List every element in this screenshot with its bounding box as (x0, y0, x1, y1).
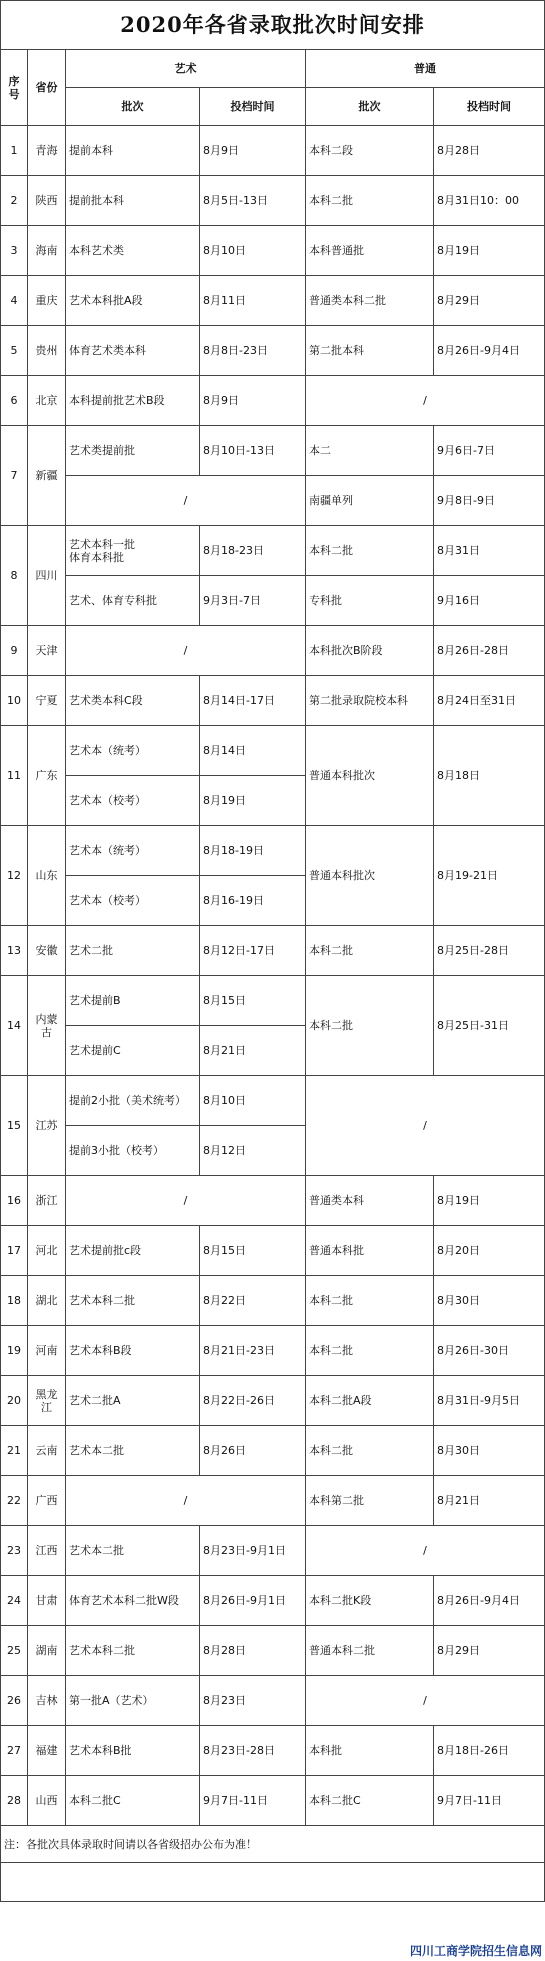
general-time-cell: 8月24日至31日 (434, 676, 545, 726)
seq-cell: 19 (1, 1326, 28, 1376)
general-time-cell: 8月20日 (434, 1226, 545, 1276)
header-row-1 (1, 50, 545, 88)
table-row (1, 1626, 545, 1676)
seq-cell: 1 (1, 126, 28, 176)
art-batch-cell: 本科提前批艺术B段 (66, 376, 200, 426)
art-batch-cell: 艺术本（校考） (66, 876, 200, 926)
general-batch-cell: 普通本科批次 (306, 826, 434, 926)
table-row (1, 1226, 545, 1276)
general-batch-cell: 普通本科批 (306, 1226, 434, 1276)
seq-cell: 10 (1, 676, 28, 726)
province-cell: 福建 (28, 1726, 66, 1776)
blank-row (1, 1863, 545, 1902)
seq-cell: 4 (1, 276, 28, 326)
art-time-header: 投档时间 (200, 88, 306, 126)
general-time-cell: 8月30日 (434, 1276, 545, 1326)
general-time-cell: 8月29日 (434, 1626, 545, 1676)
general-batch-cell: 本科二批 (306, 976, 434, 1076)
art-batch-cell: 艺术提前C (66, 1026, 200, 1076)
province-cell: 广东 (28, 726, 66, 826)
table-row (1, 326, 545, 376)
general-time-cell: 8月26日-9月4日 (434, 1576, 545, 1626)
general-time-cell: 8月25日-28日 (434, 926, 545, 976)
seq-cell: 16 (1, 1176, 28, 1226)
general-time-cell: 8月31日-9月5日 (434, 1376, 545, 1426)
seq-header: 序 号 (1, 50, 28, 126)
art-batch-cell: 艺术类提前批 (66, 426, 200, 476)
province-cell: 吉林 (28, 1676, 66, 1726)
province-cell: 云南 (28, 1426, 66, 1476)
art-time-cell: 9月7日-11日 (200, 1776, 306, 1826)
seq-cell: 23 (1, 1526, 28, 1576)
art-batch-cell: 本科艺术类 (66, 226, 200, 276)
art-time-cell: 8月10日-13日 (200, 426, 306, 476)
general-time-cell: 8月26日-30日 (434, 1326, 545, 1376)
province-cell: 海南 (28, 226, 66, 276)
art-time-cell: 8月23日-9月1日 (200, 1526, 306, 1576)
art-batch-cell: 艺术本（统考） (66, 726, 200, 776)
art-time-cell: 8月26日-9月1日 (200, 1576, 306, 1626)
art-batch-cell: 艺术二批 (66, 926, 200, 976)
art-batch-header: 批次 (66, 88, 200, 126)
general-batch-cell: 普通类本科二批 (306, 276, 434, 326)
art-time-cell: 8月21日 (200, 1026, 306, 1076)
general-time-cell: 9月8日-9日 (434, 476, 545, 526)
table-row (1, 1576, 545, 1626)
art-time-cell: 8月14日 (200, 726, 306, 776)
general-batch-cell: 本科二批 (306, 176, 434, 226)
art-time-cell: 8月19日 (200, 776, 306, 826)
table-row (1, 376, 545, 426)
table-row (1, 826, 545, 876)
general-batch-cell: 本科二批 (306, 1326, 434, 1376)
seq-cell: 12 (1, 826, 28, 926)
province-cell: 宁夏 (28, 676, 66, 726)
general-time-cell: 8月26日-28日 (434, 626, 545, 676)
art-empty-cell: / (66, 1476, 306, 1526)
art-batch-cell: 本科二批C (66, 1776, 200, 1826)
art-empty-cell: / (66, 476, 306, 526)
province-cell: 江西 (28, 1526, 66, 1576)
general-batch-cell: 本科二批 (306, 926, 434, 976)
art-time-cell: 8月10日 (200, 1076, 306, 1126)
title-row (1, 1, 545, 50)
art-time-cell: 8月14日-17日 (200, 676, 306, 726)
art-time-cell: 8月8日-23日 (200, 326, 306, 376)
seq-cell: 7 (1, 426, 28, 526)
table-row (1, 176, 545, 226)
art-batch-cell: 艺术本科二批 (66, 1276, 200, 1326)
table-row (1, 1176, 545, 1226)
general-batch-cell: 本科第二批 (306, 1476, 434, 1526)
art-batch-cell: 艺术本科一批 体育本科批 (66, 526, 200, 576)
seq-cell: 5 (1, 326, 28, 376)
general-batch-cell: 普通类本科 (306, 1176, 434, 1226)
general-empty-cell: / (306, 1076, 545, 1176)
general-batch-cell: 本科批次B阶段 (306, 626, 434, 676)
table-row (1, 1426, 545, 1476)
province-cell: 重庆 (28, 276, 66, 326)
table-row (1, 976, 545, 1026)
general-batch-cell: 本二 (306, 426, 434, 476)
general-time-header: 投档时间 (434, 88, 545, 126)
seq-cell: 27 (1, 1726, 28, 1776)
art-empty-cell: / (66, 626, 306, 676)
general-batch-cell: 本科二批C (306, 1776, 434, 1826)
seq-cell: 20 (1, 1376, 28, 1426)
seq-cell: 15 (1, 1076, 28, 1176)
general-batch-cell: 第二批录取院校本科 (306, 676, 434, 726)
province-cell: 青海 (28, 126, 66, 176)
general-empty-cell: / (306, 1526, 545, 1576)
general-batch-cell: 普通本科批次 (306, 726, 434, 826)
province-cell: 广西 (28, 1476, 66, 1526)
art-batch-cell: 艺术本科B批 (66, 1726, 200, 1776)
table-row (1, 276, 545, 326)
art-batch-cell: 艺术本科批A段 (66, 276, 200, 326)
seq-cell: 14 (1, 976, 28, 1076)
province-cell: 山西 (28, 1776, 66, 1826)
seq-cell: 3 (1, 226, 28, 276)
art-time-cell: 8月5日-13日 (200, 176, 306, 226)
art-time-cell: 8月23日 (200, 1676, 306, 1726)
general-time-cell: 8月28日 (434, 126, 545, 176)
general-batch-cell: 南疆单列 (306, 476, 434, 526)
art-header: 艺术 (66, 50, 306, 88)
art-batch-cell: 艺术本科B段 (66, 1326, 200, 1376)
general-header: 普通 (306, 50, 545, 88)
province-cell: 甘肃 (28, 1576, 66, 1626)
art-time-cell: 8月18-19日 (200, 826, 306, 876)
seq-cell: 9 (1, 626, 28, 676)
seq-cell: 26 (1, 1676, 28, 1726)
art-empty-cell: / (66, 1176, 306, 1226)
art-time-cell: 8月22日 (200, 1276, 306, 1326)
province-cell: 湖南 (28, 1626, 66, 1676)
art-time-cell: 8月18-23日 (200, 526, 306, 576)
general-empty-cell: / (306, 376, 545, 426)
page-title: 2020年各省录取批次时间安排 (1, 1, 545, 50)
general-batch-cell: 本科二批 (306, 1276, 434, 1326)
art-time-cell: 8月28日 (200, 1626, 306, 1676)
general-time-cell: 9月16日 (434, 576, 545, 626)
general-batch-cell: 本科二批 (306, 1426, 434, 1476)
province-cell: 黑龙江 (28, 1376, 66, 1426)
table-row (1, 576, 545, 626)
art-time-cell: 8月22日-26日 (200, 1376, 306, 1426)
general-time-cell: 9月6日-7日 (434, 426, 545, 476)
province-cell: 江苏 (28, 1076, 66, 1176)
general-batch-cell: 本科二段 (306, 126, 434, 176)
header-row-2 (1, 88, 545, 126)
general-time-cell: 8月19日 (434, 226, 545, 276)
art-time-cell: 8月15日 (200, 1226, 306, 1276)
art-batch-cell: 艺术本二批 (66, 1426, 200, 1476)
art-time-cell: 8月23日-28日 (200, 1726, 306, 1776)
seq-cell: 25 (1, 1626, 28, 1676)
art-time-cell: 8月9日 (200, 376, 306, 426)
table-row (1, 1276, 545, 1326)
table-row (1, 1376, 545, 1426)
art-batch-cell: 体育艺术类本科 (66, 326, 200, 376)
seq-cell: 13 (1, 926, 28, 976)
table-row (1, 1326, 545, 1376)
art-batch-cell: 艺术、体育专科批 (66, 576, 200, 626)
province-cell: 陕西 (28, 176, 66, 226)
seq-cell: 6 (1, 376, 28, 426)
seq-cell: 22 (1, 1476, 28, 1526)
general-time-cell: 8月18日 (434, 726, 545, 826)
seq-cell: 2 (1, 176, 28, 226)
province-cell: 新疆 (28, 426, 66, 526)
table-row (1, 1476, 545, 1526)
table-row (1, 1726, 545, 1776)
general-batch-cell: 本科二批 (306, 526, 434, 576)
general-batch-header: 批次 (306, 88, 434, 126)
province-cell: 山东 (28, 826, 66, 926)
table-row (1, 1076, 545, 1126)
seq-cell: 11 (1, 726, 28, 826)
art-batch-cell: 艺术提前B (66, 976, 200, 1026)
province-cell: 河北 (28, 1226, 66, 1276)
art-batch-cell: 艺术本（统考） (66, 826, 200, 876)
table-row (1, 926, 545, 976)
general-time-cell: 8月31日 (434, 526, 545, 576)
art-batch-cell: 提前3小批（校考） (66, 1126, 200, 1176)
general-time-cell: 8月19-21日 (434, 826, 545, 926)
blank-cell (1, 1863, 545, 1902)
general-batch-cell: 专科批 (306, 576, 434, 626)
art-time-cell: 8月10日 (200, 226, 306, 276)
note-row (1, 1826, 545, 1863)
general-time-cell: 8月29日 (434, 276, 545, 326)
general-time-cell: 8月21日 (434, 1476, 545, 1526)
art-time-cell: 8月12日 (200, 1126, 306, 1176)
art-time-cell: 8月9日 (200, 126, 306, 176)
general-time-cell: 8月18日-26日 (434, 1726, 545, 1776)
table-row (1, 476, 545, 526)
seq-cell: 24 (1, 1576, 28, 1626)
province-cell: 湖北 (28, 1276, 66, 1326)
table-row (1, 626, 545, 676)
footer-watermark: 四川工商学院招生信息网 (409, 1944, 542, 1958)
table-row (1, 126, 545, 176)
art-time-cell: 8月26日 (200, 1426, 306, 1476)
province-cell: 北京 (28, 376, 66, 426)
seq-cell: 17 (1, 1226, 28, 1276)
general-batch-cell: 本科普通批 (306, 226, 434, 276)
art-batch-cell: 艺术本科二批 (66, 1626, 200, 1676)
art-time-cell: 8月21日-23日 (200, 1326, 306, 1376)
table-row (1, 1776, 545, 1826)
province-cell: 河南 (28, 1326, 66, 1376)
general-time-cell: 8月25日-31日 (434, 976, 545, 1076)
general-batch-cell: 普通本科二批 (306, 1626, 434, 1676)
seq-cell: 18 (1, 1276, 28, 1326)
art-batch-cell: 提前2小批（美术统考） (66, 1076, 200, 1126)
general-batch-cell: 本科批 (306, 1726, 434, 1776)
general-empty-cell: / (306, 1676, 545, 1726)
province-cell: 浙江 (28, 1176, 66, 1226)
art-batch-cell: 艺术提前批c段 (66, 1226, 200, 1276)
general-batch-cell: 本科二批A段 (306, 1376, 434, 1426)
table-row (1, 426, 545, 476)
art-batch-cell: 艺术本（校考） (66, 776, 200, 826)
table-row (1, 1676, 545, 1726)
art-batch-cell: 提前本科 (66, 126, 200, 176)
province-cell: 安徽 (28, 926, 66, 976)
general-time-cell: 8月30日 (434, 1426, 545, 1476)
seq-cell: 28 (1, 1776, 28, 1826)
table-row (1, 1526, 545, 1576)
province-cell: 内蒙古 (28, 976, 66, 1076)
art-batch-cell: 体育艺术本科二批W段 (66, 1576, 200, 1626)
art-batch-cell: 艺术类本科C段 (66, 676, 200, 726)
province-cell: 四川 (28, 526, 66, 626)
table-row (1, 726, 545, 776)
art-batch-cell: 提前批本科 (66, 176, 200, 226)
art-time-cell: 8月12日-17日 (200, 926, 306, 976)
general-time-cell: 9月7日-11日 (434, 1776, 545, 1826)
seq-cell: 8 (1, 526, 28, 626)
general-batch-cell: 本科二批K段 (306, 1576, 434, 1626)
province-cell: 贵州 (28, 326, 66, 376)
art-time-cell: 8月11日 (200, 276, 306, 326)
table-row (1, 526, 545, 576)
seq-cell: 21 (1, 1426, 28, 1476)
art-batch-cell: 第一批A（艺术） (66, 1676, 200, 1726)
general-time-cell: 8月31日10：00 (434, 176, 545, 226)
art-time-cell: 8月16-19日 (200, 876, 306, 926)
art-time-cell: 9月3日-7日 (200, 576, 306, 626)
general-time-cell: 8月19日 (434, 1176, 545, 1226)
art-time-cell: 8月15日 (200, 976, 306, 1026)
general-time-cell: 8月26日-9月4日 (434, 326, 545, 376)
province-cell: 天津 (28, 626, 66, 676)
province-header: 省份 (28, 50, 66, 126)
table-row (1, 226, 545, 276)
general-batch-cell: 第二批本科 (306, 326, 434, 376)
note-text: 注：各批次具体录取时间请以各省级招办公布为准！ (1, 1826, 545, 1863)
table-row (1, 676, 545, 726)
art-batch-cell: 艺术本二批 (66, 1526, 200, 1576)
art-batch-cell: 艺术二批A (66, 1376, 200, 1426)
